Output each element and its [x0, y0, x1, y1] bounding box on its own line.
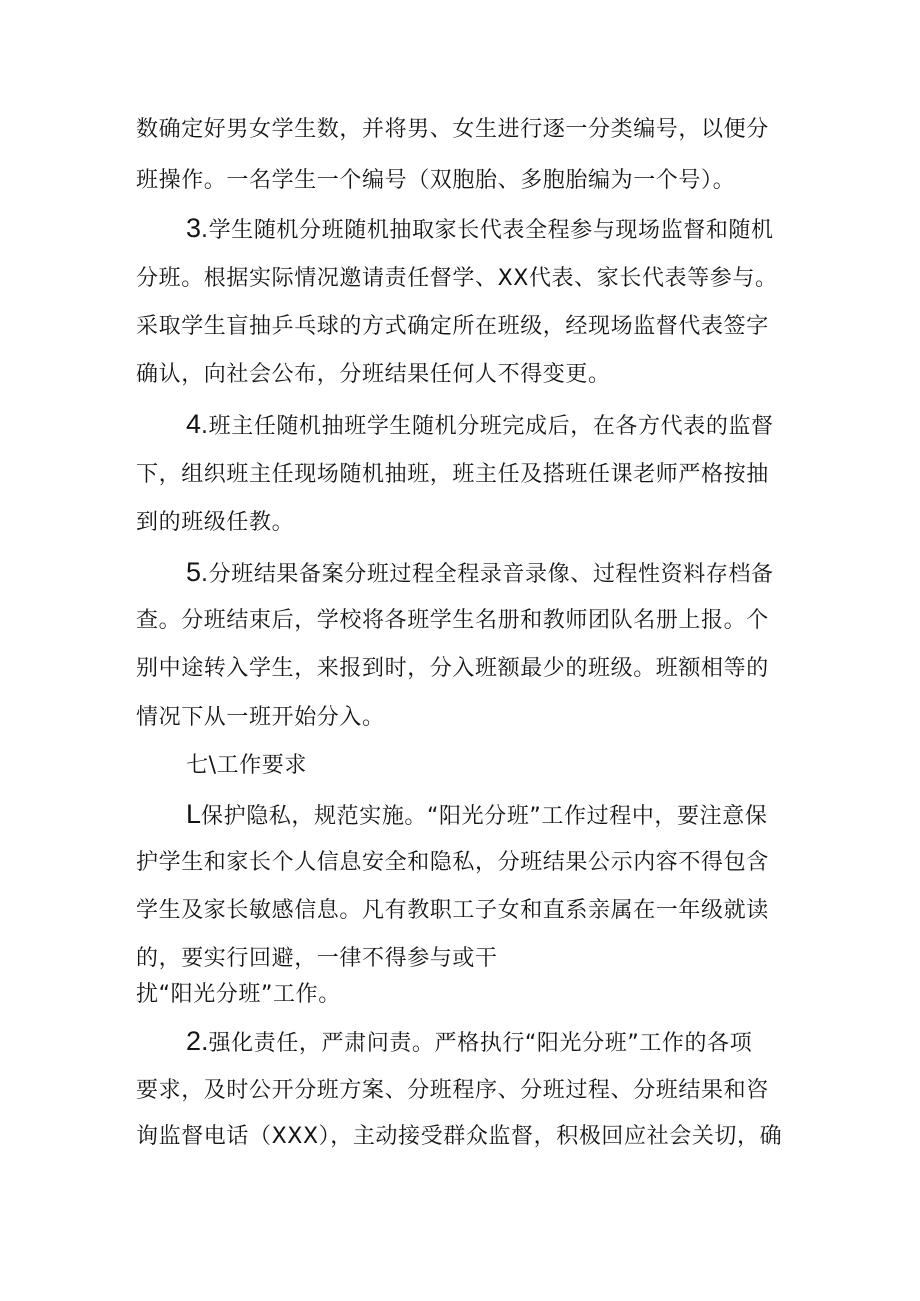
item-text: .学生随机分班随机抽取家长代表全程参与现场监督和随机 — [201, 218, 774, 243]
numbered-item-5 — [186, 557, 856, 587]
item-number: L — [186, 799, 202, 829]
text-line: 下，组织班主任现场随机抽班，班主任及搭班任课老师严格按抽 — [136, 462, 769, 487]
item-number: 2. — [186, 1026, 209, 1056]
item-text: 保护隐私，规范实施。“阳光分班”工作过程中，要注意保 — [201, 804, 768, 829]
item-text: .班主任随机抽班学生随机分班完成后，在各方代表的监督 — [201, 414, 774, 439]
item-number: 3 — [186, 213, 202, 243]
numbered-item-3 — [186, 213, 856, 243]
numbered-item-1 — [186, 799, 856, 829]
item-text: 强化责任，严肃问责。严格执行“阳光分班”工作的各项 — [208, 1031, 753, 1056]
text-line: 到的班级任教。 — [136, 510, 295, 535]
text-line: 要求，及时公开分班方案、分班程序、分班过程、分班结果和咨 — [136, 1078, 769, 1103]
text-line: 确认，向社会公布，分班结果任何人不得变更。 — [136, 362, 611, 387]
numbered-item-2 — [186, 1026, 856, 1056]
item-number: 4 — [186, 409, 202, 439]
text-line: 采取学生盲抽乒乓球的方式确定所在班级，经现场监督代表签字 — [136, 314, 769, 339]
text-line: 扰“阳光分班”工作。 — [136, 982, 341, 1007]
item-text: .分班结果备案分班过程全程录音录像、过程性资料存档备 — [201, 562, 774, 587]
text-line: 询监督电话（XXX），主动接受群众监督，积极回应社会关切，确 — [136, 1124, 783, 1149]
text-line: 学生及家长敏感信息。凡有教职工子女和直系亲属在一年级就读 — [136, 898, 769, 923]
text-line: 分班。根据实际情况邀请责任督学、XX代表、家长代表等参与。 — [136, 266, 778, 291]
text-line: 查。分班结束后，学校将各班学生名册和教师团队名册上报。个 — [136, 608, 769, 633]
text-line: 班操作。一名学生一个编号（双胞胎、多胞胎编为一个号）。 — [136, 168, 736, 193]
text-line: 情况下从一班开始分入。 — [136, 705, 385, 730]
numbered-item-4 — [186, 409, 856, 439]
text-line: 别中途转入学生，来报到时，分入班额最少的班级。班额相等的 — [136, 656, 769, 681]
text-line: 数确定好男女学生数，并将男、女生进行逐一分类编号，以便分 — [136, 117, 769, 142]
section-heading: 七\工作要求 — [186, 753, 308, 778]
text-line: 护学生和家长个人信息安全和隐私，分班结果公示内容不得包含 — [136, 850, 769, 875]
item-number: 5 — [186, 557, 202, 587]
text-line: 的，要实行回避，一律不得参与或干 — [136, 946, 498, 971]
